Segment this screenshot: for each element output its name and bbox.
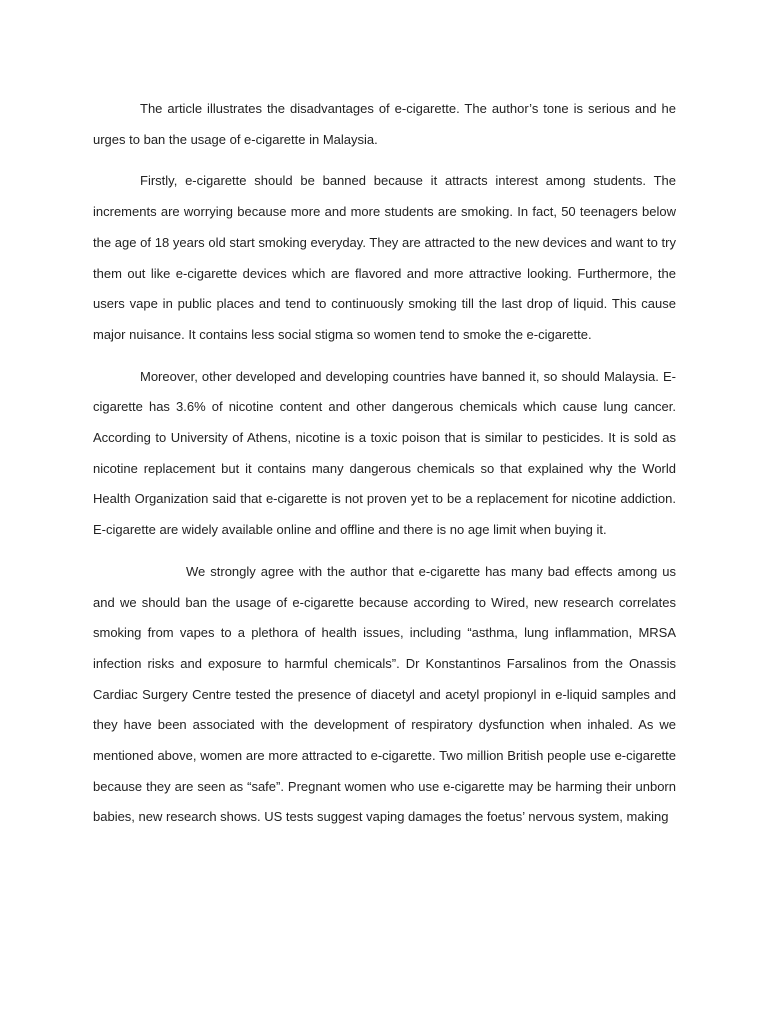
paragraph-introduction: The article illustrates the disadvantages of e-cigarette. The author’s tone is serious and he urges to ban the usage of e-cigarette in Malaysia. <box>93 101 676 147</box>
paragraph-students: Firstly, e-cigarette should be banned because it attracts interest among students. The increments are worrying because more and more students are smoking. In fact, 50 teenagers below the age of 18 years old start smoking everyday. They are attracted to the new devices and want to try them out like e-cigarette devices which are flavored and more attractive looking. Furthermore, the users vape in public places and tend to continuously smoking till the last drop of liquid. This cause major nuisance. It contains less social stigma so women tend to smoke the e-cigarette. <box>93 173 676 342</box>
paragraph-other-countries: Moreover, other developed and developing countries have banned it, so should Malaysia. E-cigarette has 3.6% of nicotine content and other dangerous chemicals which cause lung cancer. According to University of Athens, nicotine is a toxic poison that is similar to pesticides. It is sold as nicotine replacement but it contains many dangerous chemicals so that explained why the World Health Organization said that e-cigarette is not proven yet to be a replacement for nicotine addiction. E-cigarette are widely available online and offline and there is no age limit when buying it. <box>93 368 676 538</box>
document-body <box>93 94 676 844</box>
paragraph-agreement: We strongly agree with the author that e-cigarette has many bad effects among us and we should ban the usage of e-cigarette because according to Wired, new research correlates smoking from vapes to a plethora of health issues, including “asthma, lung inflammation, MRSA infection risks and exposure to harmful chemicals”. Dr Konstantinos Farsalinos from the Onassis Cardiac Surgery Centre tested the presence of diacetyl and acetyl propionyl in e-liquid samples and they have been associated with the development of respiratory dysfunction when inhaled. As we mentioned above, women are more attracted to e-cigarette. Two million British people use e-cigarette because they are seen as “safe”. Pregnant women who use e-cigarette may be harming their unborn babies, new research shows. US tests suggest vaping damages the foetus’ nervous system, making <box>93 563 676 825</box>
